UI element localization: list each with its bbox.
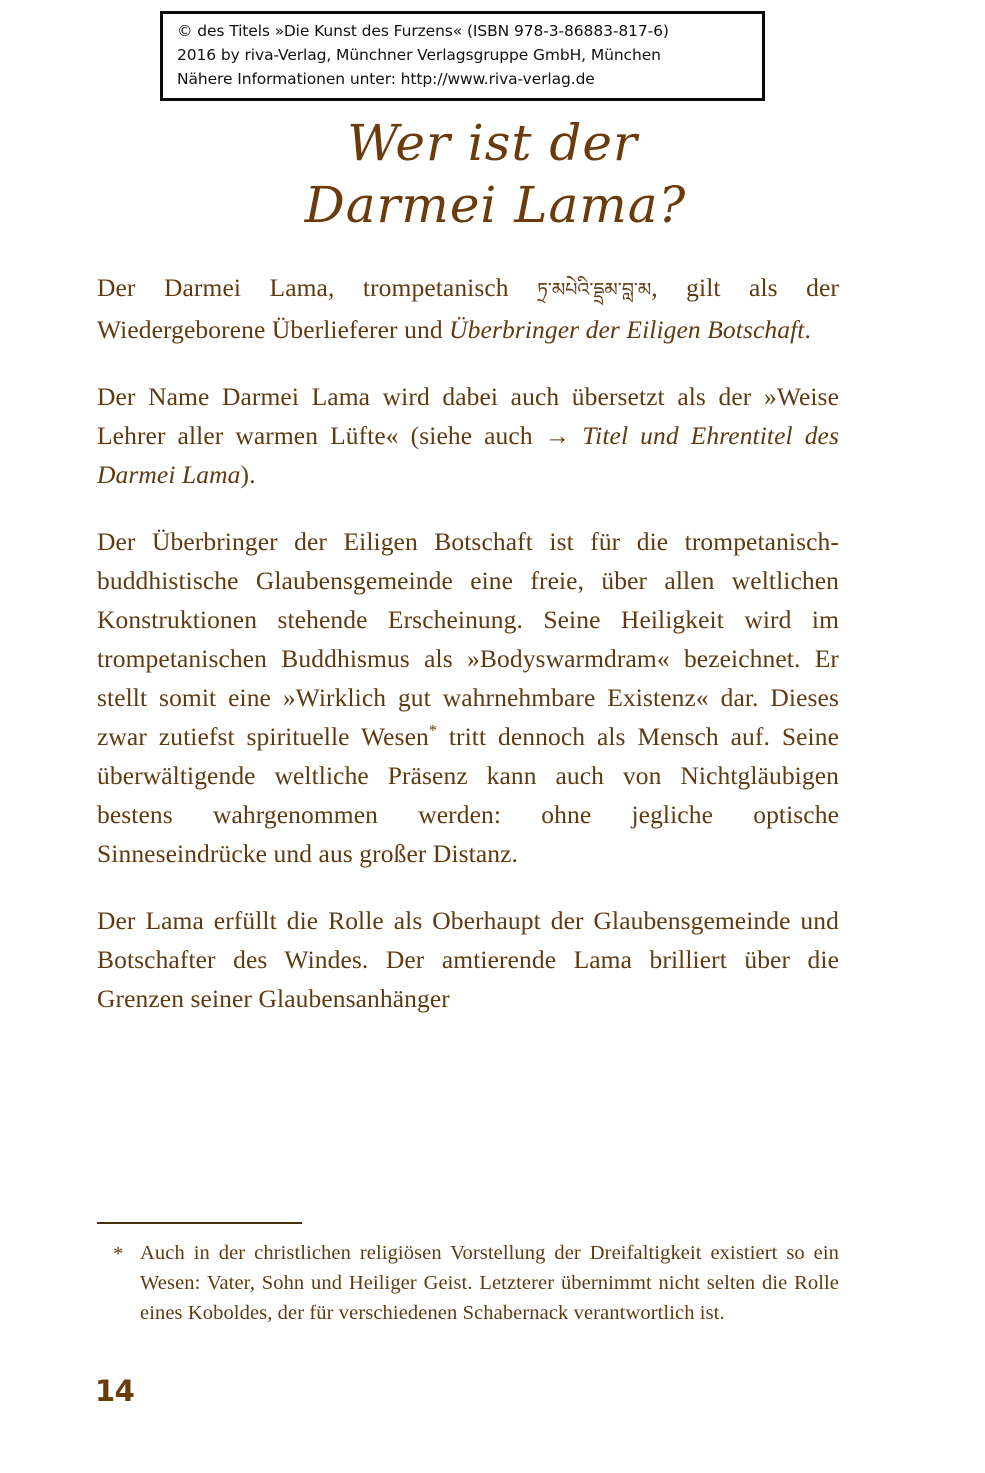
paragraph-3-segment-2: tritt dennoch als Mensch auf. Seine überwältigende weltliche Präsenz kann auch von Nichtgläubigen bestens wahrgenommen werden: ohne jegliche optische Sinneseindrücke und aus großer Distanz. [97,722,839,868]
copyright-line-2: 2016 by riva-Verlag, Münchner Verlagsgruppe GmbH, München [177,46,661,64]
footnote-item [97,1238,839,1328]
paragraph-4: Der Lama erfüllt die Rolle als Oberhaupt der Glaubensgemeinde und Botschafter des Windes. Der amtierende Lama brilliert über die Grenzen seiner Glaubensanhänger [97,906,839,1013]
paragraph-2 [97,377,839,494]
page-title [0,112,985,236]
paragraph-2-segment-1: Der Name Darmei Lama wird dabei auch übersetzt als der »Weise Lehrer aller warmen Lüfte« (siehe auch [97,382,839,450]
paragraph-3 [97,522,839,873]
paragraph-1-segment-2: , gilt als der Wiedergeborene Überlieferer und [97,273,839,344]
page-title-line-1: Wer ist der [347,114,638,172]
paragraph-1-segment-1: Der Darmei Lama, trompetanisch [97,273,538,302]
footnote-marker: * [113,1243,124,1265]
footnote-text: Auch in der christlichen religiösen Vorstellung der Dreifaltigkeit existiert so ein Wesen: Vater, Sohn und Heiliger Geist. Letzterer übernimmt nicht selten die Rolle eines Koboldes, der für verschiedenen Schabernack verantwortlich ist. [140,1242,839,1324]
footnote-area [97,1222,839,1328]
paragraph-3-segment-1: Der Überbringer der Eiligen Botschaft ist für die trompetanisch-buddhistische Glaubensgemeinde eine freie, über allen weltlichen Konstruktionen stehende Erscheinung. Seine Heiligkeit wird im trompetanischen Buddhismus als »Bodyswarmdram« bezeichnet. Er stellt somit eine »Wirklich gut wahrnehmbare Existenz« dar. Dieses zwar zutiefst spirituelle Wesen [97,527,839,751]
footnote-separator-rule [97,1222,302,1224]
cross-reference-arrow-icon: → [544,421,571,450]
page-number: 14 [95,1374,135,1408]
copyright-line-1: © des Titels »Die Kunst des Furzens« (ISBN 978-3-86883-817-6) [177,22,669,40]
tibetan-script-name: ཏྲ་མཔེའི་དྡྲམ་བླ་མ [537,279,652,301]
cross-reference-link: Titel und Ehrentitel des Darmei Lama [97,421,839,489]
page-title-line-2: Darmei Lama? [304,176,687,234]
copyright-notice-box [160,11,765,101]
copyright-line-3: Nähere Informationen unter: http://www.riva-verlag.de [177,70,595,88]
paragraph-1 [97,268,839,349]
paragraph-1-italic-phrase: Überbringer der Eiligen Botschaft [449,315,805,344]
footnote-reference-marker: * [428,722,437,740]
paragraph-2-segment-2: ). [240,460,256,489]
body-content [97,268,839,1018]
paragraph-1-segment-3: . [804,315,811,344]
